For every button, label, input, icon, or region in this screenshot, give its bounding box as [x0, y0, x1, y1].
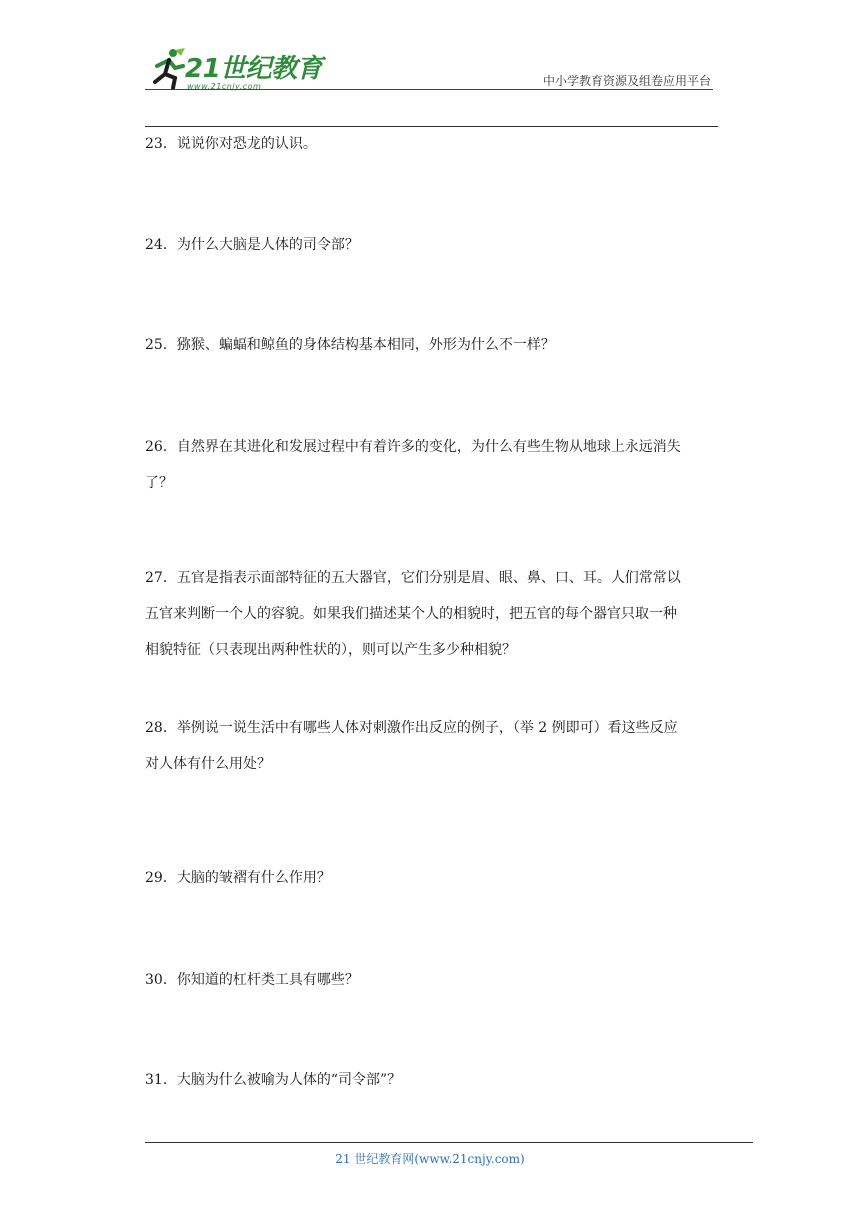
logo-text: 21世纪教育: [185, 54, 323, 84]
question-item: [145, 962, 720, 998]
question-text-line: 五官来判断一个人的容貌。如果我们描述某个人的相貌时，把五官的每个器官只取一种: [145, 606, 677, 622]
question-item: [145, 327, 720, 363]
question-text-line: 26．自然界在其进化和发展过程中有着许多的变化，为什么有些生物从地球上永远消失: [145, 439, 681, 455]
question-text-line: 对人体有什么用处？: [145, 756, 271, 772]
header-divider: [145, 89, 713, 90]
question-item: [145, 429, 720, 501]
question-item: [145, 227, 720, 263]
question-text-line: 28．举例说一说生活中有哪些人体对刺激作出反应的例子，（举 2 例即可）看这些反应: [145, 720, 678, 736]
question-text-line: 相貌特征（只表现出两种性状的），则可以产生多少种相貌？: [145, 642, 516, 658]
question-item: [145, 860, 720, 896]
question-text-line: 24．为什么大脑是人体的司令部？: [145, 237, 359, 253]
question-text-line: 23．说说你对恐龙的认识。: [145, 136, 317, 152]
question-text-line: 27．五官是指表示面部特征的五大器官，它们分别是眉、眼、鼻、口、耳。人们常常以: [145, 570, 681, 586]
logo: [145, 46, 323, 92]
page-header: [145, 40, 713, 92]
question-text-line: 29．大脑的皱褶有什么作用？: [145, 870, 331, 886]
question-item: [145, 1062, 720, 1098]
question-item: [145, 126, 720, 162]
question-item: [145, 560, 720, 668]
logo-url: www.21cnjy.com: [187, 82, 262, 91]
question-item: [145, 710, 720, 782]
question-text-line: 30．你知道的杠杆类工具有哪些？: [145, 972, 359, 988]
footer-text: 21 世纪教育网(www.21cnjy.com): [335, 1152, 525, 1166]
question-text-line: 了？: [145, 475, 173, 491]
header-tagline: 中小学教育资源及组卷应用平台: [542, 74, 711, 88]
question-text-line: 31．大脑为什么被喻为人体的“司令部”？: [145, 1072, 402, 1088]
question-text-line: 25．猕猴、蝙蝠和鲸鱼的身体结构基本相同，外形为什么不一样？: [145, 337, 555, 353]
footer-divider: [145, 1142, 753, 1143]
